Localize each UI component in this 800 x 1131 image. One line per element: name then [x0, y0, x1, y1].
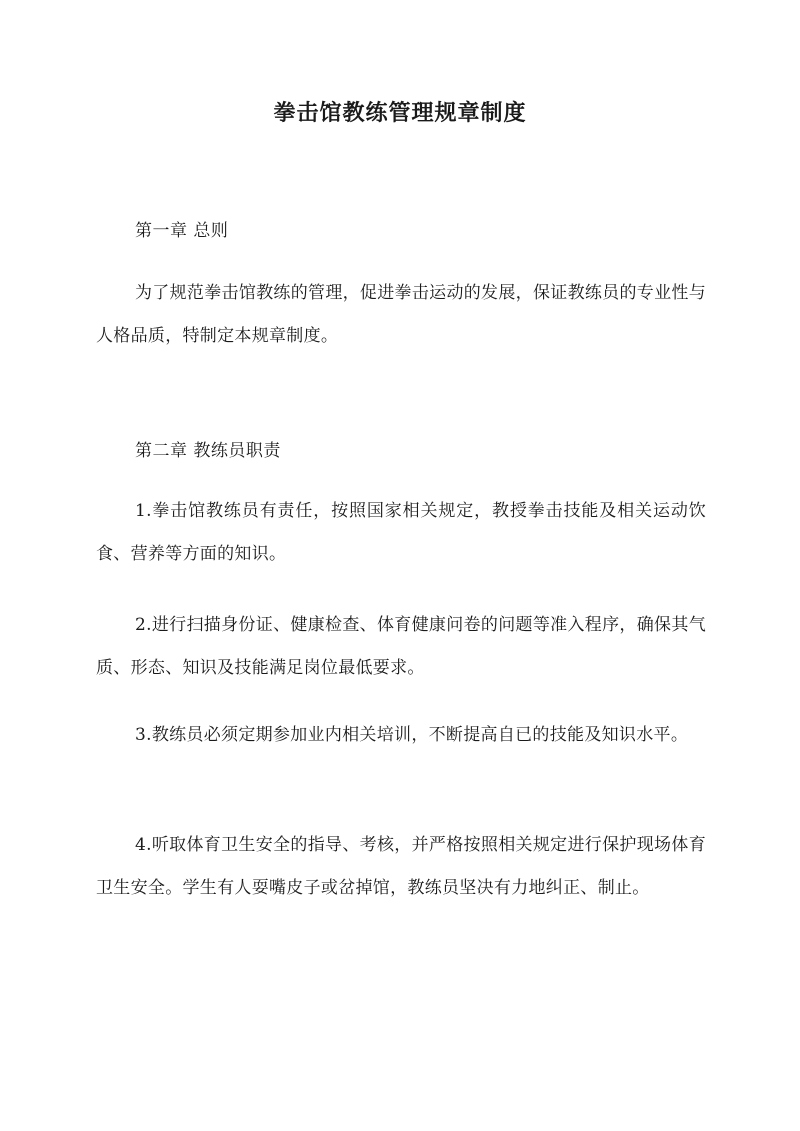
chapter-1-paragraph: 为了规范拳击馆教练的管理，促进拳击运动的发展，保证教练员的专业性与人格品质，特制定本规章制度。: [96, 283, 706, 346]
duty-item-4: 4.听取体育卫生安全的指导、考核，并严格按照相关规定进行保护现场体育卫生安全。学生有人耍嘴皮子或岔掉馆，教练员坚决有力地纠正、制止。: [96, 835, 706, 898]
duty-item-2: 2.进行扫描身份证、健康检查、体育健康问卷的问题等准入程序，确保其气质、形态、知识及技能满足岗位最低要求。: [96, 615, 706, 678]
page-title: 拳击馆教练管理规章制度: [273, 100, 527, 126]
duty-item-3: 3.教练员必须定期参加业内相关培训，不断提高自已的技能及知识水平。: [135, 725, 689, 745]
duty-item-1: 1.拳击馆教练员有责任，按照国家相关规定，教授拳击技能及相关运动饮食、营养等方面的知识。: [96, 501, 706, 564]
chapter-1-heading: 第一章 总则: [135, 221, 229, 241]
chapter-2-heading: 第二章 教练员职责: [135, 441, 281, 461]
